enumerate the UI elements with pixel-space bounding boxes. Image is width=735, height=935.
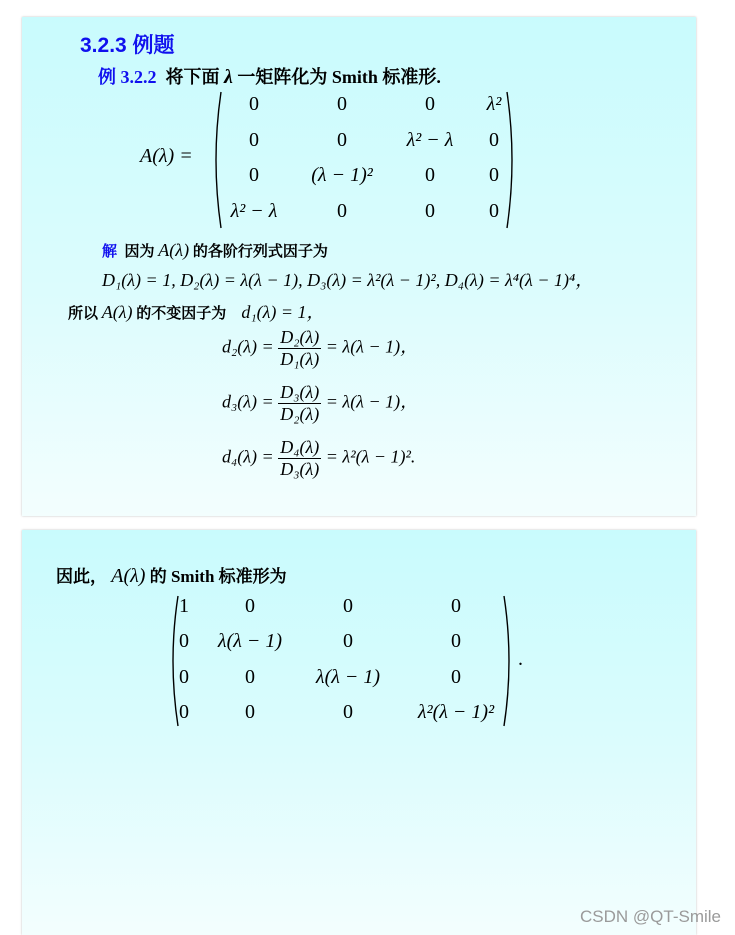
d-row xyxy=(222,327,418,370)
section-title: 3.2.3 例题 xyxy=(80,34,175,57)
matrix-a-cell: 0 xyxy=(489,164,499,186)
matrix-s-cell: 0 xyxy=(245,595,255,617)
matrix-a-cell: 0 xyxy=(337,200,347,222)
matrix-a-cell: 0 xyxy=(337,129,347,151)
matrix-s-cell: 0 xyxy=(179,630,189,652)
solution-a: A(λ) xyxy=(158,240,190,260)
solution-line xyxy=(102,240,328,261)
d-row-lhs: d₃(λ) = xyxy=(222,391,274,412)
invariant-text-1: 所以 xyxy=(68,306,99,322)
matrix-a-lhs: A(λ) = xyxy=(140,145,193,167)
matrix-s-cell: 0 xyxy=(451,630,461,652)
d-row-numerator: D₃(λ) xyxy=(280,382,320,402)
d-row-rhs: = λ(λ − 1)， xyxy=(325,336,419,357)
solution-label: 解 xyxy=(102,244,118,260)
lead-text-2: 的 Smith 标准形为 xyxy=(149,567,287,586)
matrix-s-cell: 0 xyxy=(343,701,353,723)
matrix-a-cell: (λ − 1)² xyxy=(311,164,373,186)
matrix-s-cell: 0 xyxy=(343,630,353,652)
matrix-s-cell: λ(λ − 1) xyxy=(217,630,283,652)
invariant-line xyxy=(68,298,325,324)
example-statement xyxy=(98,63,441,89)
example-label: 例 3.2.2 xyxy=(98,67,157,87)
matrix-s-cell: 0 xyxy=(245,701,255,723)
d-row-denominator: D₁(λ) xyxy=(280,349,320,369)
d-row-rhs: = λ(λ − 1)， xyxy=(325,391,419,412)
d-row-denominator: D₂(λ) xyxy=(280,404,320,424)
d-row-rhs: = λ²(λ − 1)². xyxy=(325,446,416,467)
matrix-s-cell: 0 xyxy=(245,666,255,688)
matrix-s-cell: 0 xyxy=(451,666,461,688)
matrix-a-cell: 0 xyxy=(425,93,435,115)
trailing-period: . xyxy=(518,648,523,670)
example-text-1: 将下面 xyxy=(165,67,220,87)
matrix-a-right-paren xyxy=(505,90,519,230)
slide-example xyxy=(22,17,696,516)
matrix-a-cell: 0 xyxy=(249,93,259,115)
example-text-2: 一矩阵化为 Smith 标准形. xyxy=(237,67,441,87)
matrix-s-cell: 0 xyxy=(179,666,189,688)
slide-smith-form xyxy=(22,530,696,935)
matrix-a-cell: 0 xyxy=(489,129,499,151)
matrix-a-cell: 0 xyxy=(249,164,259,186)
matrix-a-cell: λ² xyxy=(486,93,502,115)
solution-text-1: 因为 xyxy=(124,244,155,260)
matrix-s-cell: λ(λ − 1) xyxy=(315,666,381,688)
matrix-a-left-paren xyxy=(209,90,223,230)
d-row-numerator: D₂(λ) xyxy=(280,327,320,347)
matrix-a-cell: λ² − λ xyxy=(230,200,278,222)
matrix-s-cell: 0 xyxy=(451,595,461,617)
matrix-s-cell: λ²(λ − 1)² xyxy=(417,701,495,723)
smith-lead-line xyxy=(56,562,287,588)
example-lambda: λ xyxy=(224,66,233,88)
d-row-numerator: D₄(λ) xyxy=(280,437,320,457)
invariant-d1: d₁(λ) = 1， xyxy=(241,302,325,322)
d-row xyxy=(222,437,415,480)
matrix-s-cell: 1 xyxy=(179,595,189,617)
d-row-lhs: d₄(λ) = xyxy=(222,446,274,467)
matrix-s-cell: 0 xyxy=(343,595,353,617)
matrix-a-cell: 0 xyxy=(249,129,259,151)
lead-a: A(λ) xyxy=(111,565,146,587)
matrix-s-right-paren xyxy=(502,594,516,728)
lead-text-1: 因此， xyxy=(56,567,107,586)
solution-text-2: 的各阶行列式因子为 xyxy=(192,244,328,260)
matrix-a-cell: 0 xyxy=(425,164,435,186)
matrix-a-cell: 0 xyxy=(425,200,435,222)
d-row-denominator: D₃(λ) xyxy=(280,459,320,479)
matrix-a-cell: λ² − λ xyxy=(406,129,454,151)
matrix-a-cell: 0 xyxy=(489,200,499,222)
invariant-text-2: 的不变因子为 xyxy=(136,306,227,322)
matrix-s-cell: 0 xyxy=(179,701,189,723)
divisors-line: D₁(λ) = 1, D₂(λ) = λ(λ − 1), D₃(λ) = λ²(λ − 1)², D₄(λ) = λ⁴(λ − 1)⁴， xyxy=(102,270,594,290)
watermark: CSDN @QT-Smile xyxy=(580,907,721,926)
matrix-a-cell: 0 xyxy=(337,93,347,115)
matrix-s-left-paren xyxy=(166,594,180,728)
invariant-a: A(λ) xyxy=(101,302,133,322)
d-row xyxy=(222,382,418,425)
d-row-lhs: d₂(λ) = xyxy=(222,336,274,357)
